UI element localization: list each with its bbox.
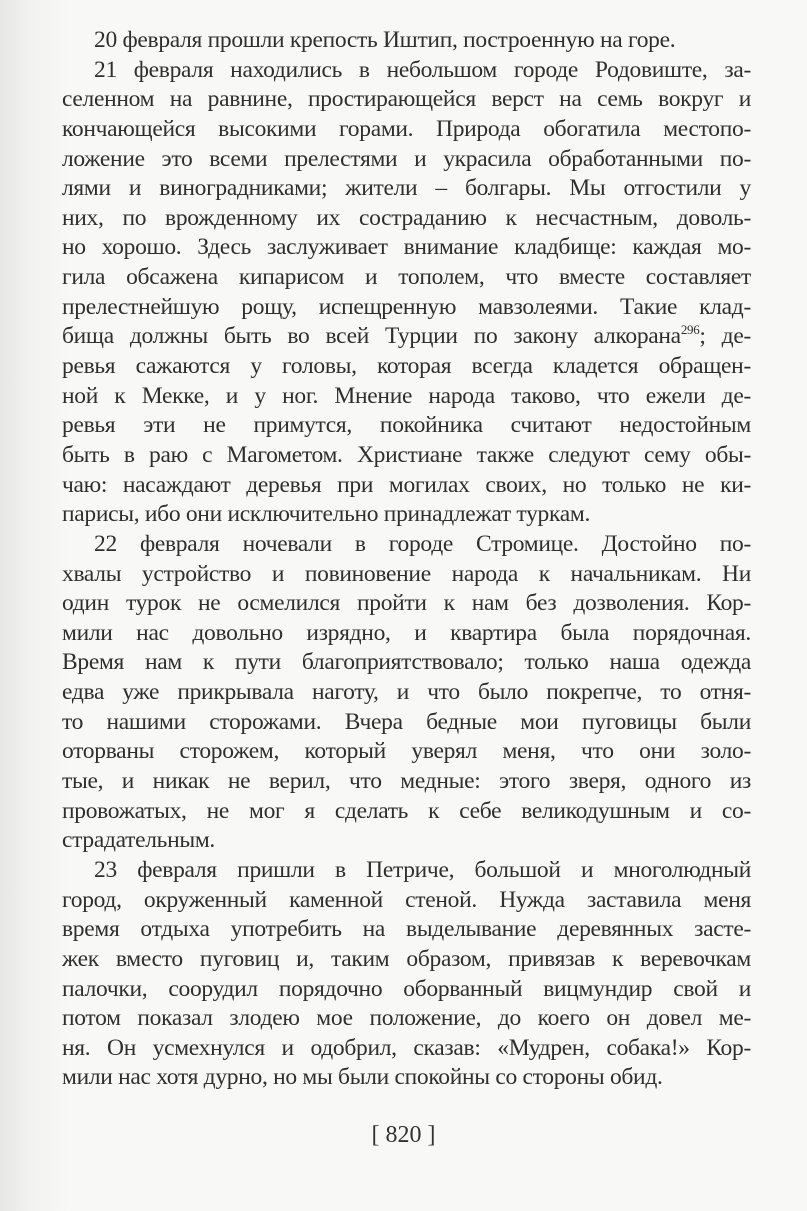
text-line xyxy=(62,382,751,412)
line-text: кончающейся высокими горами. Природа обогатила местопо- xyxy=(62,115,751,142)
line-text: парисы, ибо они исключительно принадлежат туркам. xyxy=(62,501,591,528)
line-text: селенном на равнине, простирающейся верст на семь вокруг и xyxy=(62,86,751,113)
text-line xyxy=(62,26,751,56)
line-text: оторваны сторожем, который уверял меня, что они золо- xyxy=(62,738,751,765)
text-line xyxy=(62,826,751,856)
text-line xyxy=(62,204,751,234)
line-text: них, по врожденному их состраданию к несчастным, доволь- xyxy=(62,204,751,231)
text-line xyxy=(62,263,751,293)
line-text: мили нас довольно изрядно, и квартира была порядочная. xyxy=(62,619,751,646)
line-text: один турок не осмелился пройти к нам без дозволения. Кор- xyxy=(62,590,751,617)
line-text: ня. Он усмехнулся и одобрил, сказав: «Мудрен, собака!» Кор- xyxy=(62,1034,751,1061)
text-line xyxy=(62,233,751,263)
line-text: ; де- xyxy=(699,323,751,350)
text-line xyxy=(62,915,751,945)
line-text: ной к Мекке, и у ног. Мнение народа таково, что ежели де- xyxy=(62,382,751,409)
line-text: чаю: насаждают деревья при могилах своих, но только не ки- xyxy=(62,471,751,498)
text-line xyxy=(62,767,751,797)
text-line xyxy=(62,945,751,975)
text-line xyxy=(62,115,751,145)
page-number: [ 820 ] xyxy=(371,1122,436,1148)
text-line xyxy=(62,1004,751,1034)
line-text: едва уже прикрывала наготу, и что было покрепче, то отня- xyxy=(62,679,751,706)
text-line xyxy=(62,174,751,204)
line-text: то нашими сторожами. Вчера бедные мои пуговицы были xyxy=(62,708,751,735)
line-text: Время нам к пути благоприятствовало; только наша одежда xyxy=(62,649,751,676)
line-text: лями и виноградниками; жители – болгары. Мы отгостили у xyxy=(62,175,751,202)
line-text: страдательным. xyxy=(62,827,216,854)
text-line xyxy=(62,471,751,501)
line-text: город, окруженный каменной стеной. Нужда заставила меня xyxy=(62,886,751,913)
text-line xyxy=(62,411,751,441)
text-line xyxy=(62,293,751,323)
line-text: время отдыха употребить на выделывание деревянных засте- xyxy=(62,916,751,943)
text-line xyxy=(62,856,751,886)
text-line xyxy=(62,322,751,352)
paragraph xyxy=(62,56,751,530)
line-text: тые, и никак не верил, что медные: этого зверя, одного из xyxy=(62,768,751,795)
line-text: 23 февраля пришли в Петриче, большой и многолюдный xyxy=(94,856,751,883)
footnote-reference[interactable]: 296 xyxy=(680,322,700,338)
text-line xyxy=(62,1063,751,1093)
text-line xyxy=(62,589,751,619)
line-text: мили нас хотя дурно, но мы были спокойны со стороны обид. xyxy=(62,1064,663,1091)
text-line xyxy=(62,737,751,767)
paragraph xyxy=(62,856,751,1093)
line-text: 20 февраля прошли крепость Иштип, построенную на горе. xyxy=(94,27,676,53)
line-text: но хорошо. Здесь заслуживает внимание кладбище: каждая мо- xyxy=(62,234,751,261)
line-text: ревья сажаются у головы, которая всегда кладется обращен- xyxy=(62,353,751,380)
paragraph xyxy=(62,26,751,56)
line-text: потом показал злодею мое положение, до коего он довел ме- xyxy=(62,1005,751,1032)
text-line xyxy=(62,530,751,560)
body-text xyxy=(62,26,751,1093)
text-line xyxy=(62,56,751,86)
text-line xyxy=(62,352,751,382)
line-text: быть в раю с Магометом. Христиане также следуют сему обы- xyxy=(62,441,751,468)
text-line xyxy=(62,145,751,175)
paragraph xyxy=(62,530,751,856)
text-line xyxy=(62,441,751,471)
line-text: гила обсажена кипарисом и тополем, что вместе составляет xyxy=(62,264,751,291)
line-text: бища должны быть во всей Турции по закону алкорана xyxy=(62,323,681,350)
text-line xyxy=(62,560,751,590)
line-text: провожатых, не мог я сделать к себе великодушным и со- xyxy=(62,797,751,824)
line-text: жек вместо пуговиц и, таким образом, привязав к веревочкам xyxy=(62,945,751,972)
text-line xyxy=(62,648,751,678)
text-line xyxy=(62,678,751,708)
line-text: 21 февраля находились в небольшом городе Родовиште, за- xyxy=(94,56,751,83)
line-text: хвалы устройство и повиновение народа к начальникам. Ни xyxy=(62,560,751,587)
text-line xyxy=(62,85,751,115)
text-line xyxy=(62,500,751,530)
line-text: ревья эти не примутся, покойника считают недостойным xyxy=(62,412,751,439)
line-text: прелестнейшую рощу, испещренную мавзолеями. Такие клад- xyxy=(62,293,751,320)
text-line xyxy=(62,797,751,827)
text-line xyxy=(62,886,751,916)
text-line xyxy=(62,619,751,649)
text-line xyxy=(62,708,751,738)
line-text: ложение это всеми прелестями и украсила обработанными по- xyxy=(62,145,751,172)
text-line xyxy=(62,1034,751,1064)
line-text: палочки, соорудил порядочно оборванный вицмундир свой и xyxy=(62,975,751,1002)
text-line xyxy=(62,975,751,1005)
line-text: 22 февраля ночевали в городе Стромице. Достойно по- xyxy=(94,530,751,557)
